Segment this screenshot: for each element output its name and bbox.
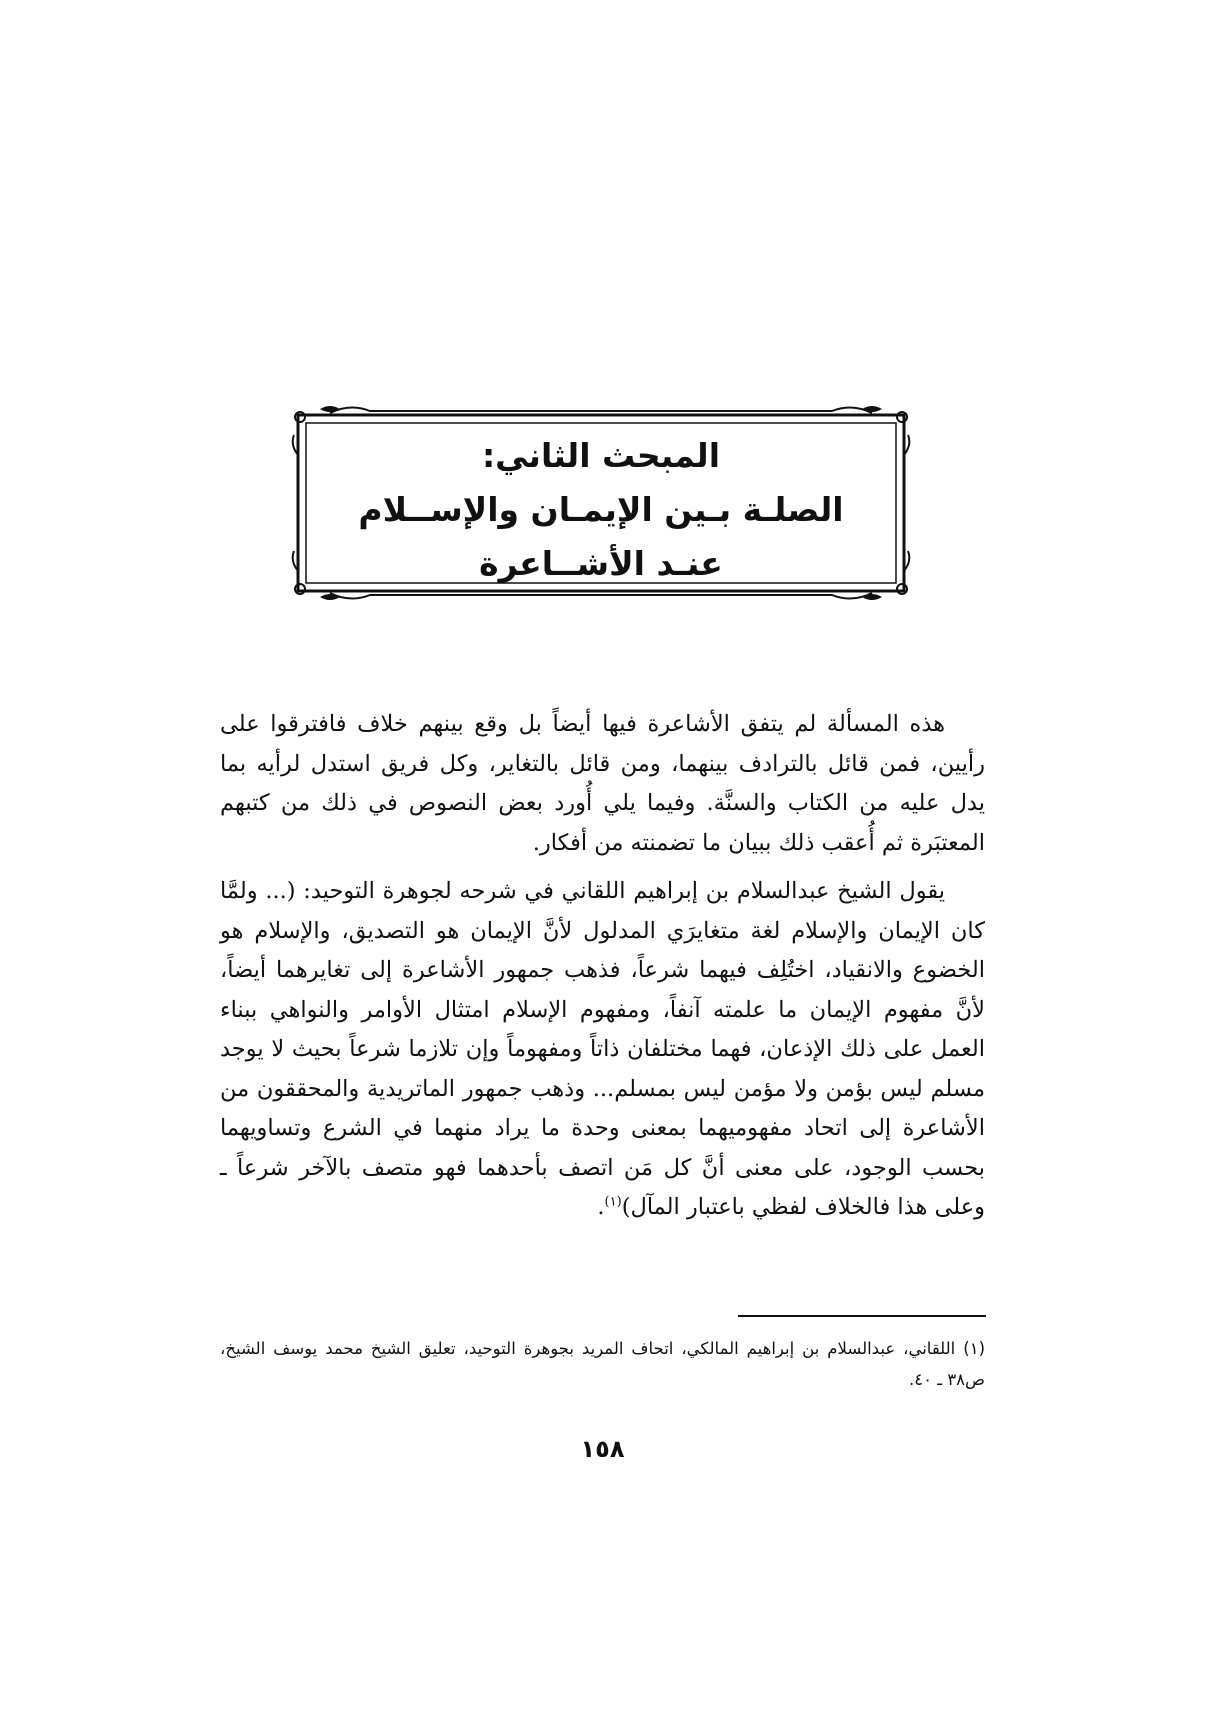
footnote-separator: [738, 1315, 986, 1317]
footnote-text: اللقاني، عبدالسلام بن إبراهيم المالكي، اتحاف المريد بجوهرة التوحيد، تعليق الشيخ محمد يوسف الشيخ، ص٣٨ ـ ٤٠.: [220, 1339, 985, 1389]
footnote-reference: (١): [604, 1194, 622, 1210]
footnote-number: (١): [963, 1339, 985, 1358]
chapter-title-line-1: المبحث الثاني:: [481, 436, 721, 475]
paragraph-2-end: .: [597, 1194, 605, 1220]
paragraph-2-text: يقول الشيخ عبدالسلام بن إبراهيم اللقاني في شرحه لجوهرة التوحيد: (... ولمَّا كان الإيمان والإسلام لغة متغايرَي المدلول لأنَّ الإيمان هو التصديق، والإسلام هو الخضوع والانقياد، اختُلِف فيهما شرعاً، فذهب جمهور الأشاعرة إلى تغايرهما أيضاً، لأنَّ مفهوم الإيمان ما علمته آنفاً، ومفهوم الإسلام امتثال الأوامر والنواهي ببناء العمل على ذلك الإذعان، فهما مختلفان ذاتاً ومفهوماً وإن تلازما شرعاً بحيث لا يوجد مسلم ليس بؤمن ولا مؤمن ليس بمسلم... وذهب جمهور الماتريدية والمحققون من الأشاعرة إلى اتحاد مفهوميهما بمعنى وحدة ما يراد منهما في الشرع وتساويهما بحسب الوجود، على معنى أنَّ كل مَن اتصف بأحدهما فهو متصف بالآخر شرعاً ـ وعلى هذا فالخلاف لفظي باعتبار المآل): [220, 878, 985, 1220]
body-text: [220, 705, 985, 1228]
chapter-title: [330, 429, 872, 591]
chapter-title-line-2: الصلـة بـين الإيمـان والإســلام: [358, 490, 844, 529]
chapter-title-frame: [290, 405, 912, 601]
paragraph-1: هذه المسألة لم يتفق الأشاعرة فيها أيضاً بل وقع بينهم خلاف فافترقوا على رأيين، فمن قائل بالترادف بينهما، ومن قائل بالتغاير، وكل فريق استدل لرأيه بما يدل عليه من الكتاب والسنَّة. وفيما يلي أُورد بعض النصوص في ذلك من كتبهم المعتبَرة ثم أُعقب ذلك ببيان ما تضمنته من أفكار.: [220, 711, 985, 856]
paragraph-2: [220, 872, 985, 1228]
chapter-title-line-3: عنـد الأشــاعرة: [479, 544, 723, 583]
footnote: [220, 1333, 985, 1395]
page-number: ١٥٨: [580, 1435, 625, 1463]
